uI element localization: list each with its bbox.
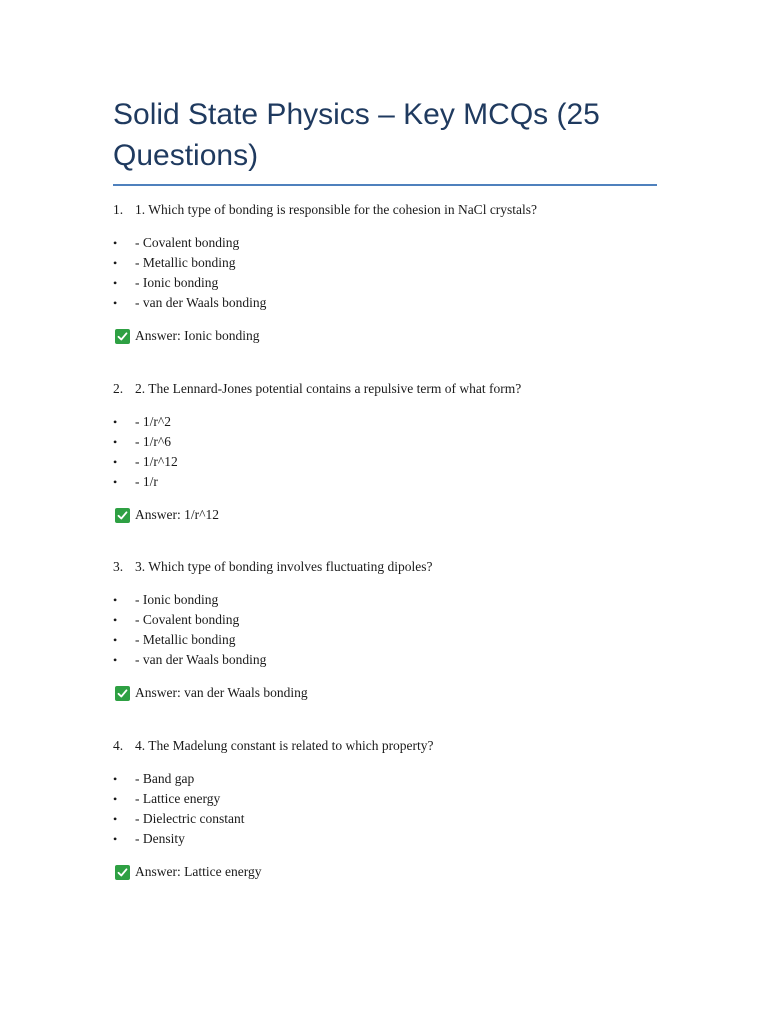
bullet-icon: • — [113, 633, 118, 647]
option-item — [113, 809, 657, 829]
question-number: 1. — [113, 202, 124, 217]
question-line — [113, 379, 657, 399]
question-block — [113, 557, 657, 703]
question-text: 4. The Madelung constant is related to which property? — [135, 738, 434, 753]
option-text: - Covalent bonding — [135, 235, 240, 250]
option-item — [113, 273, 657, 293]
option-item — [113, 432, 657, 452]
option-list — [113, 412, 657, 492]
option-text: - Lattice energy — [135, 791, 221, 806]
document-page — [113, 94, 657, 186]
option-item — [113, 590, 657, 610]
question-line — [113, 557, 657, 577]
option-text: - 1/r — [135, 474, 158, 489]
bullet-icon: • — [113, 435, 118, 449]
question-block — [113, 379, 657, 525]
check-mark-icon — [115, 508, 130, 523]
bullet-icon: • — [113, 296, 118, 310]
question-number: 3. — [113, 559, 124, 574]
bullet-icon: • — [113, 812, 118, 826]
option-item — [113, 630, 657, 650]
option-item — [113, 650, 657, 670]
question-text: 2. The Lennard-Jones potential contains a repulsive term of what form? — [135, 381, 522, 396]
answer-text: Answer: van der Waals bonding — [135, 685, 308, 700]
option-item — [113, 412, 657, 432]
option-text: - Covalent bonding — [135, 612, 240, 627]
answer-text: Answer: Ionic bonding — [135, 328, 260, 343]
question-number: 2. — [113, 381, 124, 396]
option-text: - Density — [135, 831, 185, 846]
answer-text: Answer: 1/r^12 — [135, 507, 219, 522]
bullet-icon: • — [113, 832, 118, 846]
bullet-icon: • — [113, 792, 118, 806]
bullet-icon: • — [113, 772, 118, 786]
bullet-icon: • — [113, 236, 118, 250]
option-text: - Ionic bonding — [135, 275, 219, 290]
check-mark-icon — [115, 329, 130, 344]
option-text: - Metallic bonding — [135, 632, 236, 647]
option-text: - Dielectric constant — [135, 811, 245, 826]
option-text: - 1/r^2 — [135, 414, 171, 429]
question-block — [113, 200, 657, 346]
option-item — [113, 253, 657, 273]
document-title: Solid State Physics – Key MCQs (25 Questions) — [113, 94, 657, 186]
option-text: - 1/r^6 — [135, 434, 171, 449]
answer-line — [113, 683, 657, 703]
option-item — [113, 472, 657, 492]
bullet-icon: • — [113, 593, 118, 607]
option-item — [113, 769, 657, 789]
check-mark-icon — [115, 686, 130, 701]
option-list — [113, 769, 657, 849]
question-text: 1. Which type of bonding is responsible for the cohesion in NaCl crystals? — [135, 202, 538, 217]
bullet-icon: • — [113, 455, 118, 469]
answer-line — [113, 326, 657, 346]
option-text: - van der Waals bonding — [135, 295, 267, 310]
bullet-icon: • — [113, 276, 118, 290]
option-text: - Ionic bonding — [135, 592, 219, 607]
bullet-icon: • — [113, 653, 118, 667]
answer-line — [113, 505, 657, 525]
answer-line — [113, 862, 657, 882]
bullet-icon: • — [113, 415, 118, 429]
option-text: - van der Waals bonding — [135, 652, 267, 667]
bullet-icon: • — [113, 475, 118, 489]
bullet-icon: • — [113, 256, 118, 270]
option-text: - 1/r^12 — [135, 454, 178, 469]
question-line — [113, 736, 657, 756]
bullet-icon: • — [113, 613, 118, 627]
answer-text: Answer: Lattice energy — [135, 864, 262, 879]
option-item — [113, 233, 657, 253]
question-line — [113, 200, 657, 220]
question-block — [113, 736, 657, 882]
option-text: - Band gap — [135, 771, 195, 786]
question-number: 4. — [113, 738, 124, 753]
option-item — [113, 610, 657, 630]
option-list — [113, 233, 657, 313]
option-item — [113, 829, 657, 849]
option-item — [113, 452, 657, 472]
question-text: 3. Which type of bonding involves fluctuating dipoles? — [135, 559, 433, 574]
option-item — [113, 293, 657, 313]
option-text: - Metallic bonding — [135, 255, 236, 270]
option-list — [113, 590, 657, 670]
option-item — [113, 789, 657, 809]
check-mark-icon — [115, 865, 130, 880]
